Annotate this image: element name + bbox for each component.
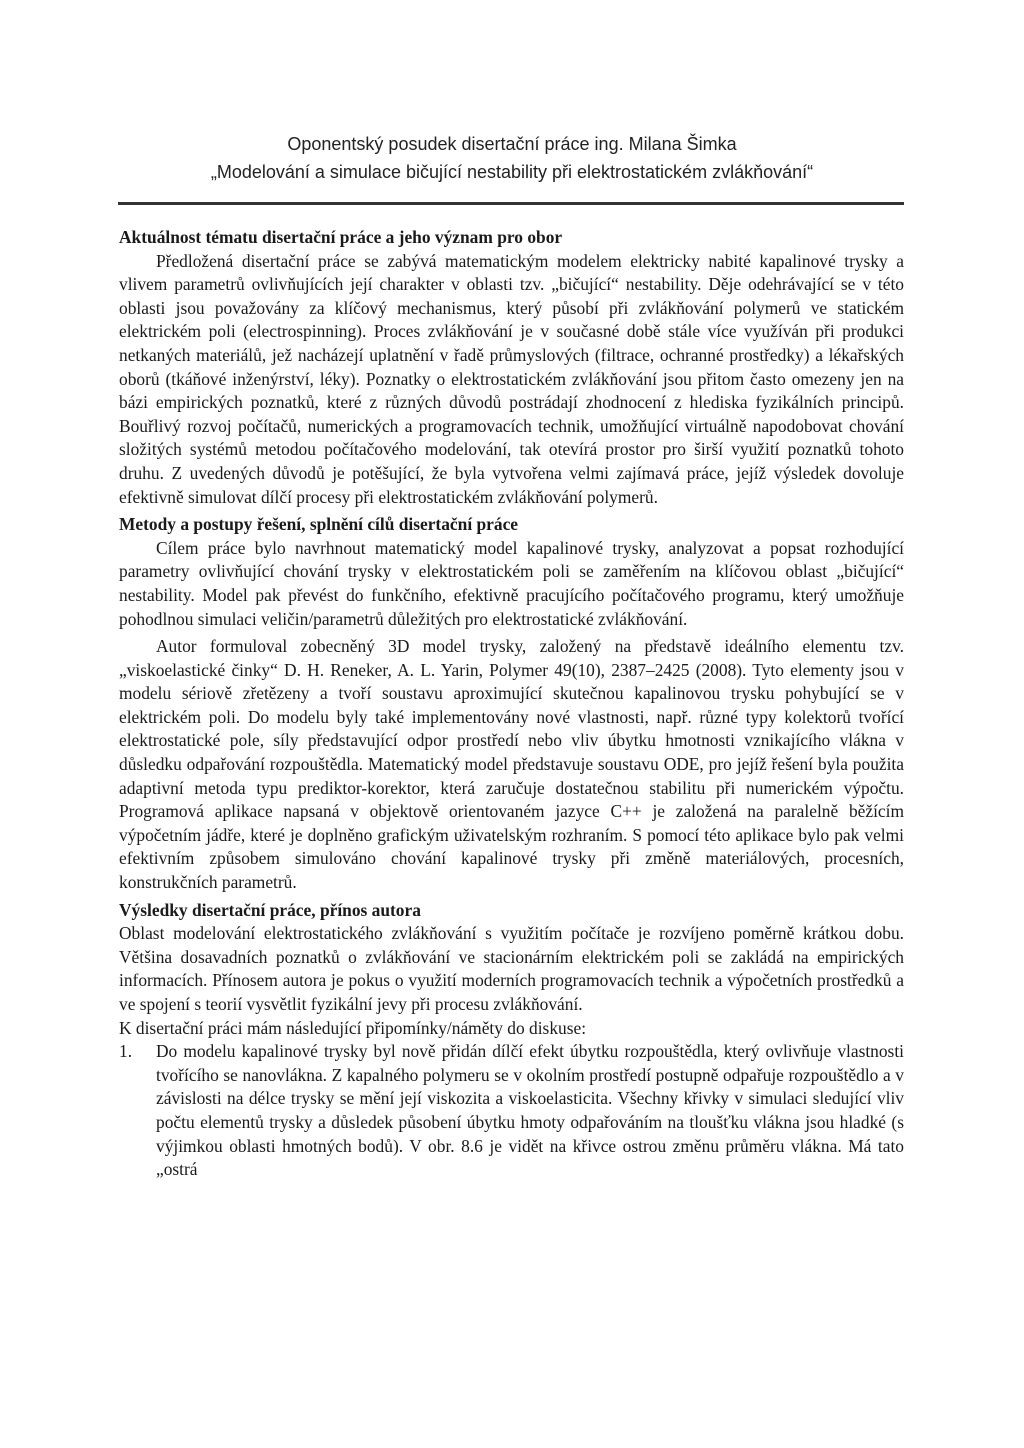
section-heading-results: Výsledky disertační práce, přínos autora [119,899,421,920]
header-divider [118,202,904,205]
section-heading-methods: Metody a postupy řešení, splnění cílů disertační práce [119,514,519,535]
list-item-number: 1. [119,1041,133,1062]
document-body [119,226,904,1182]
list-item [119,1040,904,1182]
paragraph: K disertační práci mám následující připomínky/náměty do diskuse: [119,1017,587,1038]
thesis-title: „Modelování a simulace bičující nestability při elektrostatickém zvlákňování“ [210,162,814,182]
paragraph: Autor formuloval zobecněný 3D model trysky, založený na představě ideálního elementu tzv. „viskoelastické činky“ D. H. Reneker, A. L. Yarin, Polymer 49(10), 2387–2425 (2008). Tyto elementy jsou v modelu sériově zřetězeny a tvoří soustavu aproximující skutečnou kapalinovou trysku pohybující se v elektrickém poli. Do modelu byly také implementovány nové vlastnosti, např. různé typy kolektorů tvořící elektrostatické pole, síly představující odpor prostředí nebo vliv úbytku hmotnosti vznikajícího vlákna v důsledku odpařování rozpouštědla. Matematický model představuje soustavu ODE, pro jejíž řešení byla použita adaptivní metoda typu prediktor-korektor, která zaručuje dostatečnou stabilitu při numerickém výpočtu. Programová aplikace napsaná v objektově orientovaném jazyce C++ je založená na paralelně běžícím výpočetním jádře, které je doplněno grafickým uživatelským rozhraním. S pomocí této aplikace bylo pak velmi efektivním způsobem simulováno chování kapalinové trysky při změně materiálových, procesních, konstrukčních parametrů. [119,636,904,893]
list-item-text: Do modelu kapalinové trysky byl nově přidán dílčí efekt úbytku rozpouštědla, který ovlivňuje vlastnosti tvořícího se nanovlákna. Z kapalného polymeru se v okolním prostředí postupně odpařuje rozpouštědlo a v závislosti na délce trysky se mění její viskozita a viskoelasticita. Všechny křivky v simulaci sledující vliv počtu elementů trysky a důsledek působení úbytku hmoty odpařováním na tloušťku vlákna jsou hladké (s výjimkou oblasti hmotných bodů). V obr. 8.6 je vidět na křivce ostrou změnu průměru vlákna. Má tato „ostrá [156,1041,904,1180]
document-title: Oponentský posudek disertační práce ing. Milana Šimka [287,134,737,154]
paragraph: Cílem práce bylo navrhnout matematický model kapalinové trysky, analyzovat a popsat rozhodující parametry ovlivňující chování trysky v elektrostatickém poli se zaměřením na klíčovou oblast „bičující“ nestability. Model pak převést do funkčního, efektivně pracujícího počítačového programu, který umožňuje pohodlnou simulaci veličin/parametrů důležitých pro elektrostatické zvlákňování. [119,537,904,629]
paragraph: Oblast modelování elektrostatického zvlákňování s využitím počítače je rozvíjeno poměrně krátkou dobu. Většina dosavadních poznatků o zvlákňování ve stacionárním elektrickém poli se zakládá na empirických informacích. Přínosem autora je pokus o využití moderních programovacích technik a výpočetních prostředků a ve spojení s teorií vysvětlit fyzikální jevy při procesu zvlákňování. [119,923,904,1014]
section-heading-relevance: Aktuálnost tématu disertační práce a jeho význam pro obor [119,227,563,247]
paragraph: Předložená disertační práce se zabývá matematickým modelem elektricky nabité kapalinové trysky a vlivem parametrů ovlivňujících její charakter v oblasti tzv. „bičující“ nestability. Děje odehrávající se v této oblasti jsou považovány za klíčový mechanismus, který působí při zvlákňování polymerů ve statickém elektrickém poli (electrospinning). Proces zvlákňování je v současné době stále více využíván při produkci netkaných materiálů, jež nacházejí uplatnění v řadě průmyslových (filtrace, ochranné prostředky) a lékařských oborů (tkáňové inženýrství, léky). Poznatky o elektrostatickém zvlákňování jsou přitom často omezeny jen na bázi empirických poznatků, které z různých důvodů postrádají zhodnocení z hlediska fyzikálních principů. Bouřlivý rozvoj počítačů, numerických a programovacích technik, umožňující virtuálně napodobovat chování složitých systémů metodou počítačového modelování, tak otevírá prostor pro širší využití poznatků tohoto druhu. Z uvedených důvodů je potěšující, že byla vytvořena velmi zajímavá práce, jejíž výsledek dovoluje efektivně simulovat dílčí procesy při elektrostatickém zvlákňování polymerů. [119,250,904,507]
